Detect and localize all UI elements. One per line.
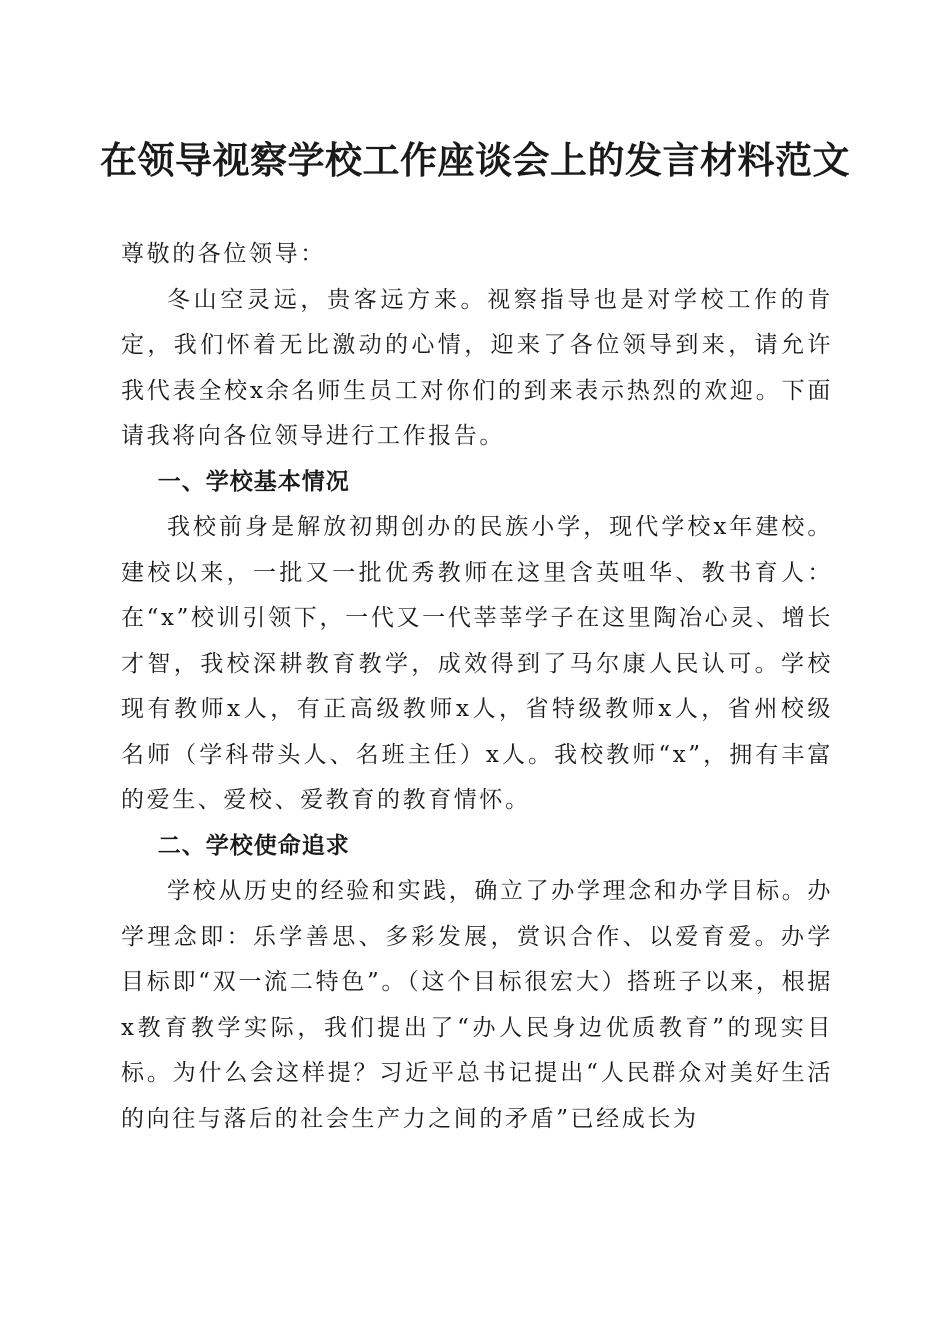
document-body	[121, 232, 833, 1142]
section-heading-basic-info: 一、学校基本情况	[157, 468, 350, 495]
section-paragraph-mission: 学校从历史的经验和实践，确立了办学理念和办学目标。办学理念即：乐学善思、多彩发展，赏识合作、以爱育爱。办学目标即“双一流二特色”。（这个目标很宏大）搭班子以来，根据x教育教学实际，我们提出了“办人民身边优质教育”的现实目标。为什么会这样提？习近平总书记提出“人民群众对美好生活的向往与落后的社会生产力之间的矛盾”已经成长为	[121, 878, 833, 1132]
section-heading-mission: 二、学校使命追求	[157, 832, 350, 859]
document-title: 在领导视察学校工作座谈会上的发言材料范文	[100, 138, 850, 182]
section-paragraph-basic-info: 我校前身是解放初期创办的民族小学，现代学校x年建校。建校以来，一批又一批优秀教师在这里含英咀华、教书育人：在“x”校训引领下，一代又一代莘莘学子在这里陶冶心灵、增长才智，我校深耕教育教学，成效得到了马尔康人民认可。学校现有教师x人，有正高级教师x人，省特级教师x人，省州校级名师（学科带头人、名班主任）x人。我校教师“x”，拥有丰富的爱生、爱校、爱教育的教育情怀。	[121, 514, 833, 813]
intro-paragraph: 冬山空灵远，贵客远方来。视察指导也是对学校工作的肯定，我们怀着无比激动的心情，迎来了各位领导到来，请允许我代表全校x余名师生员工对你们的到来表示热烈的欢迎。下面请我将向各位领导进行工作报告。	[121, 286, 833, 449]
salutation: 尊敬的各位领导：	[121, 241, 326, 267]
